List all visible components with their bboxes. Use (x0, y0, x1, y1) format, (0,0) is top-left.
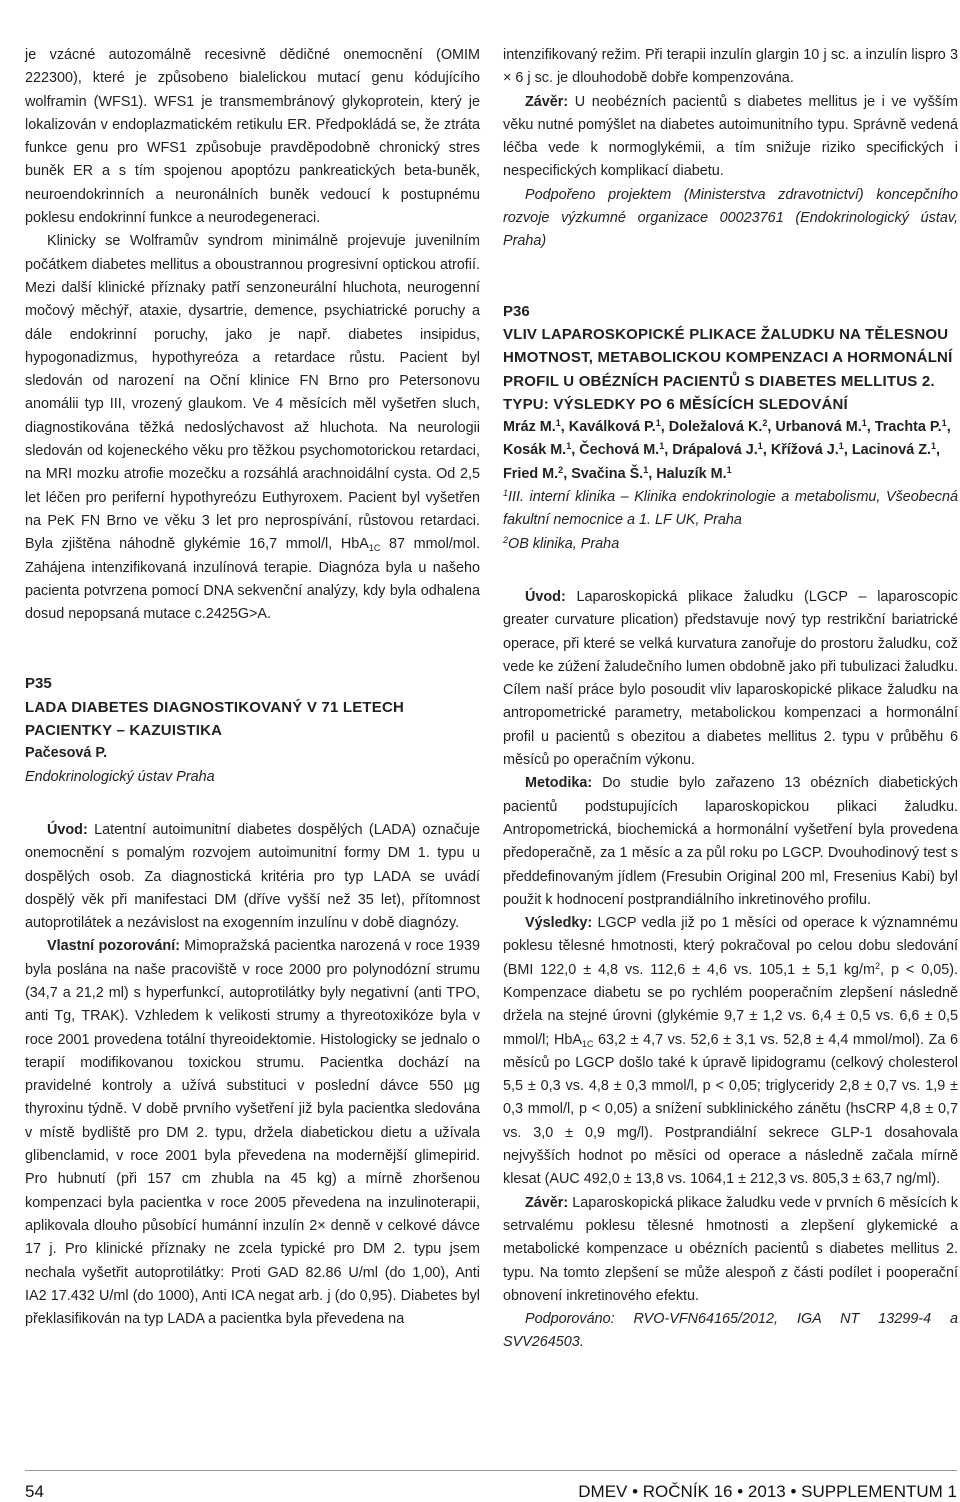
abstract-p36 (503, 300, 958, 1355)
author-name: Kaválková P. (568, 419, 656, 436)
abstract-authors: Pačesová P. (25, 745, 108, 762)
paragraph: Závěr: Laparoskopická plikace žaludku vede v prvních 6 měsících k setrvalému poklesu tělesné hmotnosti a zlepšení glykemické a metabolické kompenzace u obézních pacientů s diabetes mellitus 2. typu. Na tomto zlepšení se může alespoň z části podílet i pooperační obnovení inkretinového efektu. (503, 1194, 958, 1304)
paragraph: Metodika: Do studie bylo zařazeno 13 obézních diabetických pacientů podstupujících laparoskopickou plikaci žaludku. Antropometrická, biochemická a hormonální vyšetření byla provedena předoperačně, za 1 měsíc a za půl roku po LGCP. Dvouhodinový test s předdefinovaným jídlem (Fresubin Original 200 ml, Fresenius Kabi) byl použit k hodnocení postprandiálního inkretinového profilu. (503, 775, 958, 908)
author-name: Urbanová M. (775, 419, 862, 436)
author-affiliation-mark: 2 (558, 464, 564, 475)
paragraph: Úvod: Laparoskopická plikace žaludku (LGCP – laparoscopic greater curvature plication) představuje nový typ restrikční bariatrické operace, při které se velká kurvatura zanořuje do prostoru žaludku, což vede ke zúžení žaludečního lumen obdobně jako při tubulizaci žaludku. Cílem naší práce bylo posoudit vliv laparoskopické plikace žaludku na antropometrické parametry, metabolickou kompenzaci a hormonální profil u pacientů s obezitou a diabetes mellitus 2. typu v průběhu 6 měsíců po operačním výkonu. (503, 588, 958, 769)
paragraph: Závěr: U neobézních pacientů s diabetes mellitus je i ve vyšším věku nutné pomýšlet na diabetes autoimunitního typu. Správně vedená léčba vede k normoglykémii, a tím snižuje riziko specifických i nespecifických komplikací diabetu. (503, 93, 958, 180)
abstract-authors: Mráz M.$^1$, Kaválková P.$^1$, Doležalová K.$^2$, Urbanová M.$^1$, Trachta P.$^1$, Kosák M.$^1$, Čechová M.$^1$, Drápalová J.$^1$, Křížová J.$^1$, Lacinová Z.$^1$, Fried M.$^2$, Svačina Š.$^1$, Haluzík M.$^1$ (503, 418, 951, 482)
author-affiliation-mark: 1 (930, 441, 936, 452)
author-affiliation-mark: 1 (643, 464, 649, 475)
author-affiliation-mark: 2 (762, 418, 768, 429)
paragraph: Klinicky se Wolframův syndrom minimálně projevuje juvenilním počátkem diabetes mellitus a oboustrannou progresivní optickou atrofií. Mezi další klinické příznaky patří senzoneurální hluchota, neurogenní močový měchýř, ataxie, dysartrie, demence, psychiatrické poruchy a dále endokrinní poruchy, jako je např. diabetes insipidus, hypogonadizmus, hypothyreóza a retardace růstu. Pacient byl sledován od narození na Oční klinice FN Brno pro Petersonovu anomálii typ III, vrozený glaukom. Ve 4 měsících měl vyšetřen sluch, diagnostikována těžká nedoslýchavost až hluchota. Na neurologii sledován od kojeneckého věku pro těžkou psychomotorickou retardaci, na MRI mozku atrofie mozečku a rozsáhlá arachnoidální cysta. Od 2,5 let léčen pro periferní hypothyreózu Euthyroxem. Pacient byl vyšetřen na PeK FN Brno ve věku 3 let pro neprospívání, růstovou retardaci. Byla zjištěna náhodně glykémie 16,7 mmol/l, HbA$_{1C}$ 87 mmol/mol. Zahájena intenzifikovaná inzulínová terapie. Diagnóza byla u našeho pacienta potvrzena pomocí DNA sekvenční analýzy, kdy byla odhalena dosud nepopsaná mutace c.2425G>A. (25, 233, 480, 623)
author-affiliation-mark: 1 (941, 418, 947, 429)
author-name: Lacinová Z. (851, 442, 931, 459)
author-affiliation-mark: 1 (861, 418, 867, 429)
abstract-affiliation: $^2$OB klinika, Praha (503, 534, 620, 552)
author-affiliation-mark: 1 (757, 441, 763, 452)
journal-name: DMEV • ROČNÍK 16 • 2013 • SUPPLEMENTUM 1 (578, 1482, 957, 1501)
grant-note: Podporováno: RVO-VFN64165/2012, IGA NT 13299-4 a SVV264503. (503, 1311, 958, 1351)
abstract-affiliation: $^1$III. interní klinika – Klinika endokrinologie a metabolismu, Všeobecná fakultní nemocnice a 1. LF UK, Praha (503, 488, 958, 529)
author-name: Křížová J. (770, 442, 839, 459)
author-name: Doležalová K. (668, 419, 763, 436)
author-name: Mráz M. (503, 419, 556, 436)
author-name: Drápalová J. (672, 442, 758, 459)
author-name: Svačina Š. (571, 465, 644, 482)
author-name: Trachta P. (874, 419, 942, 436)
author-affiliation-mark: 1 (655, 418, 661, 429)
support-note: Podpořeno projektem (Ministerstva zdravotnictví) koncepčního rozvoje výzkumné organizace 00023761 (Endokrinologický ústav, Praha) (503, 186, 958, 250)
left-column (25, 44, 480, 1331)
page-number: 54 (25, 1482, 44, 1501)
paragraph: je vzácné autozomálně recesivně dědičné onemocnění (OMIM 222300), které je způsobeno bialelickou mutací genu kódujícího wolframin (WFS1). WFS1 je transmembránový glykoprotein, který je lokalizován v endoplazmatickém retikulu ER. Předpokládá se, že ztráta funkce genu pro WFS1 způsobuje pravděpodobně chronický stres buněk ER a s tím spojenou apoptózu pankreatických beta-buněk, neuroendokrinních a neuronálních buněk vedoucí k postupnému poklesu endokrinní funkce a neurodegeneraci. (25, 47, 480, 227)
author-affiliation-mark: 1 (555, 418, 561, 429)
author-affiliation-mark: 1 (838, 441, 844, 452)
abstract-affiliation: Endokrinologický ústav Praha (25, 768, 215, 785)
paragraph: Vlastní pozorování: Mimopražská pacientka narozená v roce 1939 byla poslána na naše pracoviště v roce 2000 pro polynodózní strumu (34,7 a 21,2 ml) s hyperfunkcí, autoprotilátky byly negativní (anti TPO, anti Tg, TRAK). Vzhledem k velikosti strumy a thyreotoxikóze byla v roce 2001 provedena totální thyreoidektomie. Histologicky se jednalo o terapií modifikovanou toxickou strumu. Pacientka dochází na pravidelné kontroly a užívá substituci v poslední dávce 550 µg thyroxinu týdně. V době prvního vyšetření již byla pacientka sledována v místě bydliště pro DM 2. typu, držela diabetickou dietu a užívala glibenclamid, v roce 2001 byla převedena na modernější glimepirid. Pro hubnutí (při 157 cm zhubla na 45 kg) a mírně zhoršenou kompenzaci byla pacientka v roce 2005 převedena na inzulinoterapii, aplikovala dlouho působící humánní inzulín 2× denně v celkové dávce 17 j. Pro klinické příznaky ne zcela typické pro DM 2. typu jsem nechala vyšetřit autoprotilátky: Proti GAD 82.86 U/ml (do 1,00), Anti IA2 17.432 U/ml (do 1000), Anti ICA negat arb. j (do 0,95). Diabetes byl překlasifikován na typ LADA a pacientka byla převedena na (25, 938, 480, 1328)
abstract-p35 (25, 672, 480, 1331)
paragraph: Úvod: Latentní autoimunitní diabetes dospělých (LADA) označuje onemocnění s pomalým rozvojem autoimunitní formy DM 1. typu u dospělých osob. Za diagnostická kritéria pro typ LADA se uvádí dospělý věk při manifestaci DM (dříve vyšší než 35 let), přítomnost autoprotilátek a nezávislost na exogenním inzulínu v době diagnózy. (25, 821, 480, 932)
author-name: Haluzík M. (656, 465, 727, 482)
abstract-code: P36 (503, 302, 530, 320)
abstract-title: LADA DIABETES DIAGNOSTIKOVANÝ V 71 LETECH PACIENTKY – KAZUISTIKA (25, 698, 405, 740)
paragraph: intenzifikovaný režim. Při terapii inzulín glargin 10 j sc. a inzulín lispro 3 × 6 j sc. je dlouhodobě dobře kompenzována. (503, 47, 958, 87)
author-affiliation-mark: 1 (566, 441, 572, 452)
footer-rule (25, 1470, 957, 1471)
author-affiliation-mark: 1 (659, 441, 665, 452)
abstract-title: VLIV LAPAROSKOPICKÉ PLIKACE ŽALUDKU NA TĚLESNOU HMOTNOST, METABOLICKOU KOMPENZACI A HORMONÁLNÍ PROFIL U OBÉZNÍCH PACIENTŮ S DIABETES MELLITUS 2. TYPU: VÝSLEDKY PO 6 MĚSÍCÍCH SLEDOVÁNÍ (503, 325, 953, 413)
author-name: Fried M. (503, 465, 559, 482)
author-name: Kosák M. (503, 442, 567, 459)
abstract-code: P35 (25, 675, 52, 693)
author-affiliation-mark: 1 (726, 464, 732, 475)
author-name: Čechová M. (579, 442, 660, 459)
right-column (503, 44, 958, 1355)
paragraph: Výsledky: LGCP vedla již po 1 měsíci od operace k významnému poklesu tělesné hmotnosti, který pokračoval po celou dobu sledování (BMI 122,0 ± 4,8 vs. 112,6 ± 4,6 vs. 105,1 ± 5,1 $kg/m^2$, p < 0,05). Kompenzace diabetu se po rychlém pooperačním zlepšení následně držela na stejné úrovni (glykémie 9,7 ± 1,2 vs. 6,4 ± 0,5 vs. 6,6 ± 0,5 mmol/l; HbA$_{1C}$ 63,2 ± 4,7 vs. 52,6 ± 3,1 vs. 52,8 ± 4,4 mmol/mol). Za 6 měsíců po LGCP došlo také k úpravě lipidogramu (celkový cholesterol 5,5 ± 0,3 vs. 4,8 ± 0,3 mmol/l, p < 0,05; triglyceridy 2,8 ± 0,7 vs. 1,9 ± 0,3 mmol/l, p < 0,05) a snížení subklinického zánětu (hsCRP 4,8 ± 0,7 vs. 3,0 ± 0,9 mg/l). Postprandiální sekrece GLP-1 dosahovala nejvyšších hodnot po měsíci od operace a následně začala mírně klesat (AUC 492,0 ± 13,8 vs. 1064,1 ± 212,3 vs. 805,3 ± 63,7 ng/ml). (503, 915, 959, 1188)
